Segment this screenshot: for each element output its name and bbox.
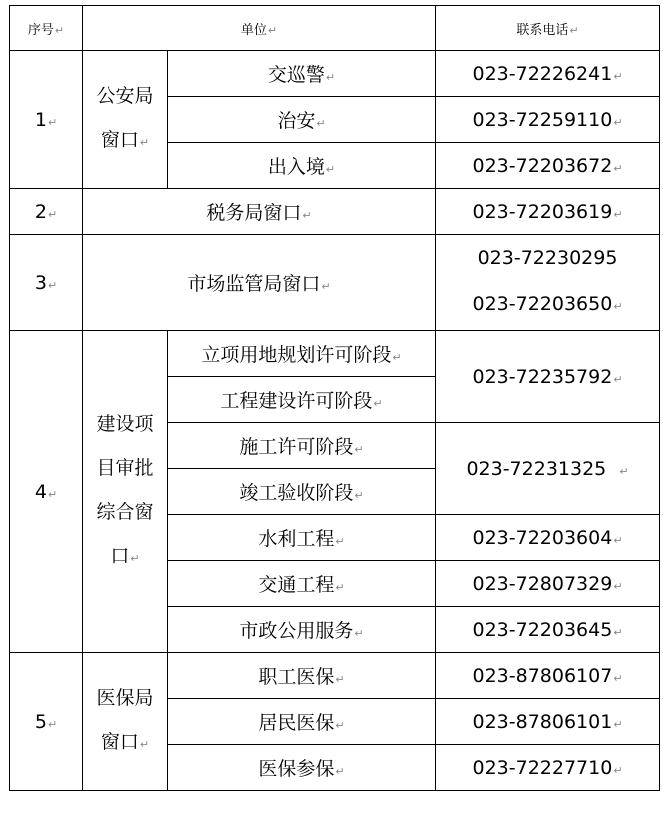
- seq-cell: 5↵: [10, 653, 83, 791]
- unit-cell: 交巡警↵: [168, 51, 436, 97]
- header-unit: 单位↵: [83, 6, 436, 51]
- phone-cell: 023-72203604↵: [436, 515, 660, 561]
- header-seq: 序号↵: [10, 6, 83, 51]
- phone-cell: 023-72259110↵: [436, 97, 660, 143]
- unit-cell: 税务局窗口↵: [83, 189, 436, 235]
- phone-cell: 023-72235792↵: [436, 331, 660, 423]
- seq-cell: 3↵: [10, 235, 83, 331]
- unit-cell: 工程建设许可阶段↵: [168, 377, 436, 423]
- unit-cell: 立项用地规划许可阶段↵: [168, 331, 436, 377]
- phone-cell: 023-72231325 ↵: [436, 423, 660, 515]
- unit-cell: 交通工程↵: [168, 561, 436, 607]
- table-row: [10, 235, 660, 331]
- header-row: [10, 6, 660, 51]
- table-row: [10, 331, 660, 377]
- group-cell: 医保局 窗口↵: [83, 653, 168, 791]
- seq-cell: 1↵: [10, 51, 83, 189]
- phone-cell: 023-72203619↵: [436, 189, 660, 235]
- phone-cell: 023-72226241↵: [436, 51, 660, 97]
- phone-cell: 023-72807329↵: [436, 561, 660, 607]
- seq-cell: 2↵: [10, 189, 83, 235]
- unit-cell: 竣工验收阶段↵: [168, 469, 436, 515]
- unit-cell: 职工医保↵: [168, 653, 436, 699]
- table-row: [10, 653, 660, 699]
- unit-cell: 医保参保↵: [168, 745, 436, 791]
- unit-cell: 水利工程↵: [168, 515, 436, 561]
- contact-table: [9, 5, 660, 791]
- group-cell: 建设项 目审批 综合窗 口↵: [83, 331, 168, 653]
- unit-cell: 居民医保↵: [168, 699, 436, 745]
- phone-cell: 023-72227710↵: [436, 745, 660, 791]
- phone-cell: 023-72230295 023-72203650↵: [436, 235, 660, 331]
- group-cell: 公安局 窗口↵: [83, 51, 168, 189]
- unit-cell: 市场监管局窗口↵: [83, 235, 436, 331]
- unit-cell: 治安↵: [168, 97, 436, 143]
- phone-cell: 023-72203645↵: [436, 607, 660, 653]
- seq-cell: 4↵: [10, 331, 83, 653]
- unit-cell: 市政公用服务↵: [168, 607, 436, 653]
- table-row: [10, 189, 660, 235]
- header-phone: 联系电话↵: [436, 6, 660, 51]
- unit-cell: 出入境↵: [168, 143, 436, 189]
- table-row: [10, 51, 660, 97]
- phone-cell: 023-72203672↵: [436, 143, 660, 189]
- phone-cell: 023-87806107↵: [436, 653, 660, 699]
- unit-cell: 施工许可阶段↵: [168, 423, 436, 469]
- phone-cell: 023-87806101↵: [436, 699, 660, 745]
